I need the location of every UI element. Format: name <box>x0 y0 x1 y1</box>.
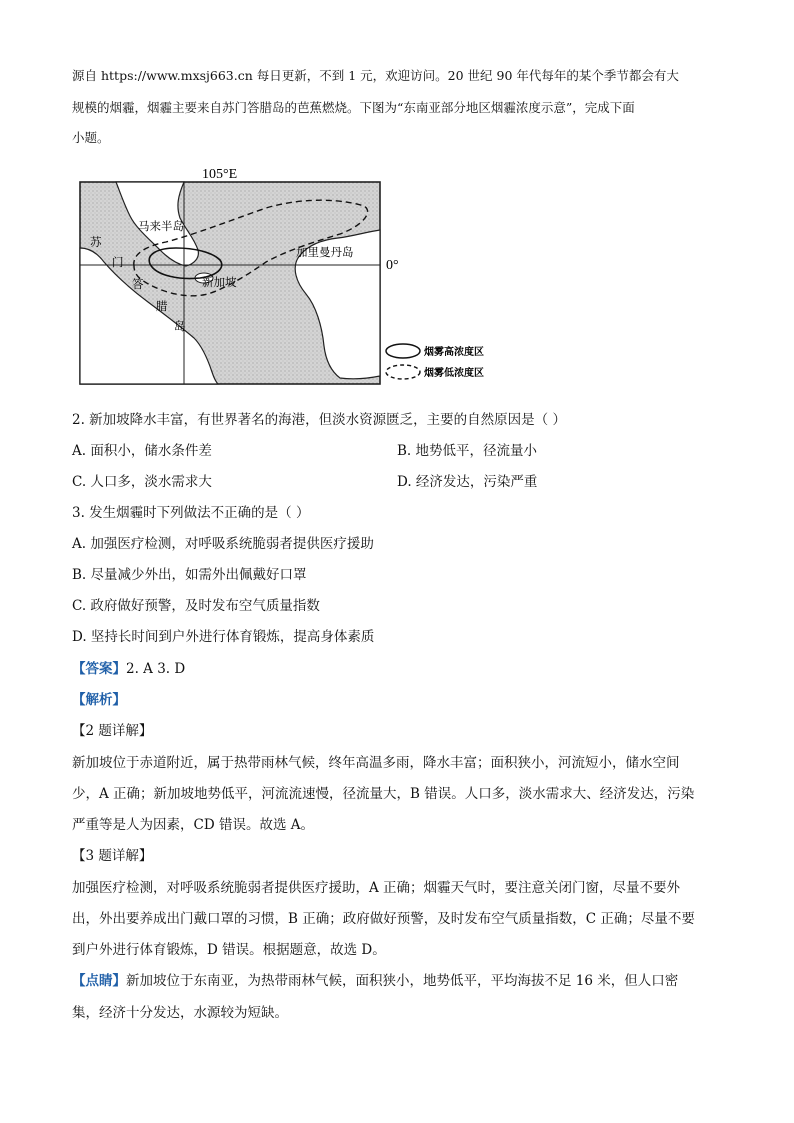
detail2-line-3: 严重等是人为因素，CD 错误。故选 A。 <box>72 817 314 833</box>
legend-low-label: 烟雾低浓度区 <box>424 368 484 379</box>
detail2-line-1: 新加坡位于赤道附近，属于热带雨林气候，终年高温多雨，降水丰富；面积狭小，河流短小，储水空间 <box>72 755 680 771</box>
detail2-label: 【2 题详解】 <box>72 723 153 739</box>
legend-high-symbol <box>386 344 420 358</box>
map-legend <box>386 344 484 379</box>
answer-label: 【答案】 <box>72 661 126 677</box>
answer-text: 2. A 3. D <box>126 661 186 677</box>
sumatra-label-dao: 岛 <box>174 319 186 333</box>
detail3-label: 【3 题详解】 <box>72 848 153 864</box>
haze-map-figure <box>76 166 516 388</box>
detail3-line-2: 出，外出要养成出门戴口罩的习惯，B 正确；政府做好预警，及时发布空气质量指数，C 正确；尽量不要 <box>72 911 695 927</box>
detail3-row <box>72 846 152 866</box>
tip-row <box>72 971 678 991</box>
legend-high-label: 烟雾高浓度区 <box>424 347 484 358</box>
q2-option-a: A. 面积小，储水条件差 <box>72 443 212 459</box>
equator-label: 0° <box>386 258 399 273</box>
q3-stem: 3. 发生烟霾时下列做法不正确的是（ ） <box>72 505 310 521</box>
detail3-line-1: 加强医疗检测，对呼吸系统脆弱者提供医疗援助，A 正确；烟霾天气时，要注意关闭门窗，尽量不要外 <box>72 880 681 896</box>
tip-line-2: 集，经济十分发达，水源较为短缺。 <box>72 1005 288 1021</box>
singapore-label: 新加坡 <box>202 275 237 289</box>
sumatra-label-da: 答 <box>132 277 144 291</box>
detail2-row <box>72 721 152 741</box>
sumatra-label-la: 腊 <box>156 299 168 313</box>
q3-option-a: A. 加强医疗检测，对呼吸系统脆弱者提供医疗援助 <box>72 536 374 552</box>
tip-label: 【点睛】 <box>72 973 126 989</box>
q2-option-b: B. 地势低平，径流量小 <box>397 443 538 459</box>
q2-option-d: D. 经济发达，污染严重 <box>397 474 538 490</box>
legend-low-symbol <box>386 365 420 379</box>
kalimantan-label: 加里曼丹岛 <box>296 245 354 259</box>
sumatra-label-men: 门 <box>112 255 124 269</box>
detail2-line-2: 少，A 正确；新加坡地势低平，河流流速慢，径流量大，B 错误。人口多，淡水需求大、经济发达，污染 <box>72 786 695 802</box>
answer-row <box>72 659 185 679</box>
analysis-label: 【解析】 <box>72 692 126 708</box>
detail3-line-3: 到户外进行体育锻炼，D 错误。根据题意，故选 D。 <box>72 942 386 958</box>
q3-option-b: B. 尽量减少外出，如需外出佩戴好口罩 <box>72 567 307 583</box>
intro-line-1: 源自 https://www.mxsj663.cn 每日更新，不到 1 元，欢迎访问。20 世纪 90 年代每年的某个季节都会有大 <box>72 68 679 83</box>
intro-line-3: 小题。 <box>72 130 110 145</box>
longitude-label: 105°E <box>202 167 238 182</box>
intro-line-2: 规模的烟霾，烟霾主要来自苏门答腊岛的芭蕉燃烧。下图为“东南亚部分地区烟霾浓度示意”，完成下面 <box>72 100 635 115</box>
analysis-row <box>72 690 126 710</box>
q2-option-c: C. 人口多，淡水需求大 <box>72 474 212 490</box>
sumatra-label-su: 苏 <box>90 235 102 249</box>
q3-option-c: C. 政府做好预警，及时发布空气质量指数 <box>72 598 320 614</box>
malay-peninsula-label: 马来半岛 <box>138 219 184 233</box>
q3-option-d: D. 坚持长时间到户外进行体育锻炼，提高身体素质 <box>72 629 375 645</box>
q2-stem: 2. 新加坡降水丰富，有世界著名的海港，但淡水资源匮乏，主要的自然原因是（ ） <box>72 412 566 428</box>
tip-line-1: 新加坡位于东南亚，为热带雨林气候，面积狭小，地势低平，平均海拔不足 16 米，但人口密 <box>126 973 679 989</box>
